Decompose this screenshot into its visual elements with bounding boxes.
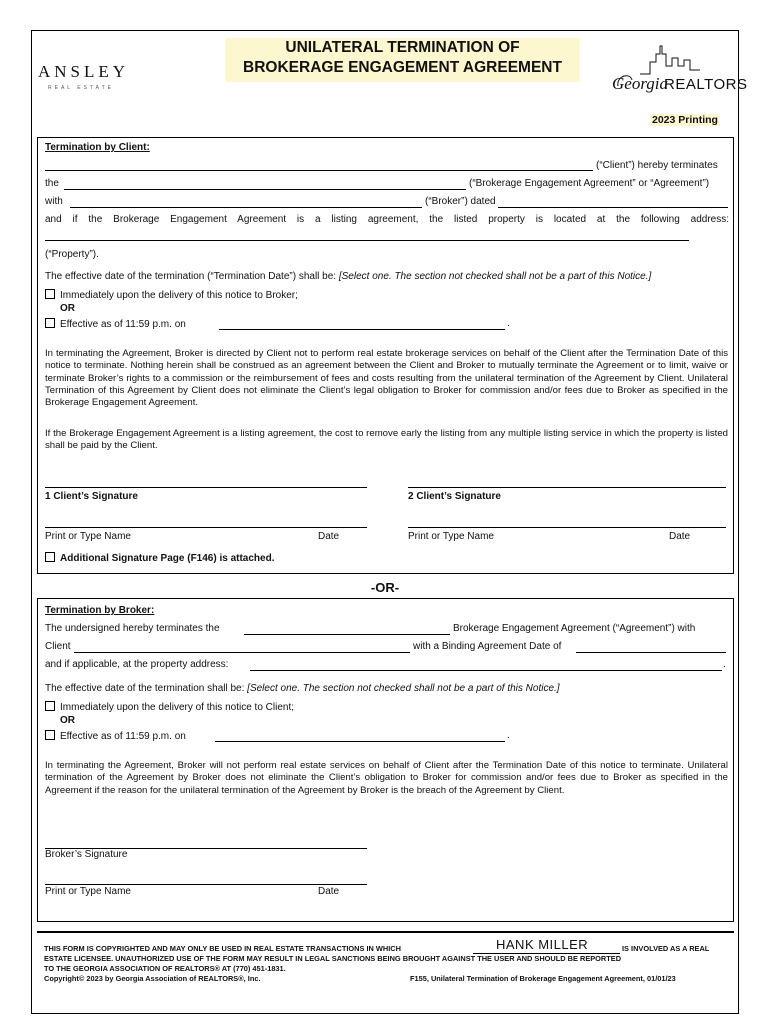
broker-date-label: Date [318, 886, 340, 897]
georgia-script: Georgia [612, 74, 669, 93]
client2-signature-field[interactable] [408, 487, 726, 488]
printing-year: 2023 Printing [652, 114, 718, 126]
footer-line2: ESTATE LICENSEE. UNAUTHORIZED USE OF THE FORM MAY RESULT IN LEGAL SANCTIONS BEING BROUGHT AGAINST THE USER AND SHOULD BE REPORTED [44, 954, 622, 963]
ansley-logo: ANSLEY [38, 62, 130, 81]
ansley-logo-sub: REAL ESTATE [48, 85, 114, 91]
client1-print-name-field[interactable] [45, 527, 367, 528]
client-terms-paragraph: In terminating the Agreement, Broker is directed by Client not to perform real estate brokerage services on behalf of the Client after the Termination Date of this notice to terminate. Nothing herein shall be construed as an agreement between the Client and Broker to mutually terminate the Agreement or to limit, waive or terminate Broker’s rights to a commission or the reimbursement of fees and costs resulting from the unilateral termination of the Agreement by Client. Unilateral Termination of this Agreement by Client does not eliminate the Client’s legal obligation to Broker for commission and/or fees due to Broker as specified in the Brokerage Engagement Agreement. [45, 348, 728, 409]
client-effective-intro: The effective date of the termination (“Termination Date”) shall be: [45, 271, 337, 282]
checkbox-icon[interactable] [45, 552, 55, 562]
client-opt1-label: Immediately upon the delivery of this notice to Broker; [60, 290, 298, 301]
broker-effective-note: [Select one. The section not checked shall not be a part of this Notice.] [247, 683, 560, 694]
broker-effective-date-field[interactable] [215, 741, 505, 742]
broker-option-immediate[interactable] [45, 701, 294, 713]
broker-line1-start: The undersigned hereby terminates the [45, 623, 220, 634]
checkbox-icon[interactable] [45, 318, 55, 328]
additional-signature-option[interactable] [45, 552, 275, 564]
broker-name-field[interactable] [70, 207, 422, 208]
client-line2-end: (“Brokerage Engagement Agreement” or “Agreement”) [469, 178, 710, 189]
client-line3-start: with [45, 196, 63, 207]
client2-signature-label: 2 Client’s Signature [408, 491, 501, 502]
footer-line1-end: IS INVOLVED AS A REAL [622, 944, 710, 953]
client2-print-name-label: Print or Type Name [408, 531, 494, 542]
title-line-1: UNILATERAL TERMINATION OF [285, 39, 520, 56]
checkbox-icon[interactable] [45, 730, 55, 740]
client2-date-label: Date [669, 531, 691, 542]
client-name-field[interactable] [45, 170, 593, 171]
client2-print-name-field[interactable] [408, 527, 726, 528]
client-or-label: OR [60, 303, 75, 314]
footer-line1-start: THIS FORM IS COPYRIGHTED AND MAY ONLY BE USED IN REAL ESTATE TRANSACTIONS IN WHICH [44, 944, 401, 953]
realtors-wordmark: REALTORS [664, 76, 748, 93]
broker-opt1-label: Immediately upon the delivery of this notice to Client; [60, 702, 295, 713]
broker-agreement-type-field[interactable] [244, 634, 450, 635]
agreement-date-field[interactable] [498, 207, 728, 208]
broker-print-name-field[interactable] [45, 884, 367, 885]
checkbox-icon[interactable] [45, 289, 55, 299]
broker-effective-line [45, 683, 560, 694]
client-line1-text: (“Client”) hereby terminates [596, 160, 718, 171]
broker-client-name-field[interactable] [74, 652, 410, 653]
broker-terms-paragraph: In terminating the Agreement, Broker will not perform real estate services on behalf of Client after the Termination Date of this notice to terminate. Unilateral termination of the Agreement by Broker does not eliminate the Client’s obligation to Broker for commission and/or fees due to Broker as specified in the Agreement if the reason for the unilateral termination of the Agreement by Broker is the breach of the Agreement by Client. [45, 760, 728, 796]
client1-signature-field[interactable] [45, 487, 367, 488]
broker-print-name-label: Print or Type Name [45, 886, 131, 897]
form-title [225, 38, 580, 78]
broker-line1-end: Brokerage Engagement Agreement (“Agreement”) with [453, 623, 696, 634]
broker-line3-start: and if applicable, at the property address: [45, 659, 229, 670]
client-section-heading: Termination by Client: [45, 142, 150, 153]
client-effective-line [45, 271, 651, 282]
broker-or-label: OR [60, 715, 75, 726]
client-termination-section: Termination by Client: (“Client”) hereby terminates the (“Brokerage Engagement Agreement” or “Agreement”) with (“Broker”) dated and if the Brokerage Engagement Agreement is a listing agreement, the listed property is located at the following address: (“Property”). The effective date of the termination (“Termination Date”) shall be: [Select one. The section not checked shall not be a part of this Notice.] Immediately upon the delivery of this notice to Broker; OR Effective as of 11:59 p.m. on . In terminating the Agreement, Broker is directed by Client not to perform real estate brokerage services on behalf of the Client after the Termination Date of this notice to terminate. Nothing herein shall be construed as an agreement between the Client and Broker to mutually terminate the Agreement or to limit, waive or terminate Broker’s rights to a commission or the reimbursement of fees and costs resulting from the unilateral termination of the Agreement by Client. Unilateral Termination of this Agreement by Client does not eliminate the Client’s legal obligation to Broker for commission and/or fees due to Broker as specified in the Brokerage Engagement Agreement. If the Brokerage Engagement Agreement is a listing agreement, the cost to remove early the listing from any multiple listing service in which the property is listed shall be paid by the Client. 1 Client’s Signature 2 Client’s Signature Print or Type Name Date Print or Type Name Date Additional Signature Page (F146) is attached. [37, 137, 734, 574]
binding-agreement-date-field[interactable] [576, 652, 726, 653]
client-effective-note: [Select one. The section not checked shall not be a part of this Notice.] [338, 271, 652, 282]
checkbox-icon[interactable] [45, 701, 55, 711]
broker-effective-intro: The effective date of the termination shall be: [45, 683, 245, 694]
client1-date-label: Date [318, 531, 340, 542]
client-effective-date-field[interactable] [219, 329, 505, 330]
broker-signature-label: Broker’s Signature [45, 849, 128, 860]
footer-copyright: Copyright© 2023 by Georgia Association of REALTORS®, Inc. [44, 974, 261, 983]
client-opt2-label: Effective as of 11:59 p.m. on [60, 319, 186, 330]
client1-print-name-label: Print or Type Name [45, 531, 131, 542]
property-address-field[interactable] [45, 240, 689, 241]
broker-termination-section: Termination by Broker: The undersigned hereby terminates the Brokerage Engagement Agreement (“Agreement”) with Client with a Binding Agreement Date of and if applicable, at the property address: . The effective date of the termination shall be: [Select one. The section not checked shall not be a part of this Notice.] Immediately upon the delivery of this notice to Client; OR Effective as of 11:59 p.m. on . In terminating the Agreement, Broker will not perform real estate services on behalf of Client after the Termination Date of this notice to terminate. Unilateral termination of the Agreement by Broker does not eliminate the Client’s obligation to Broker for commission and/or fees due to Broker as specified in the Agreement if the reason for the unilateral termination of the Agreement by Broker is the breach of the Agreement by Client. Broker’s Signature Print or Type Name Date [37, 598, 734, 922]
broker-section-heading: Termination by Broker: [45, 605, 155, 616]
footer-line3: TO THE GEORGIA ASSOCIATION OF REALTORS® AT (770) 451-1831. [44, 964, 286, 973]
broker-opt2-label: Effective as of 11:59 p.m. on [60, 731, 186, 742]
client-line3-end: (“Broker”) dated [425, 196, 496, 207]
broker-line2-start: Client [45, 641, 71, 652]
client-option-effective-date[interactable] [45, 318, 186, 330]
additional-signature-label: Additional Signature Page (F146) is attached. [60, 553, 275, 564]
client-option-immediate[interactable] [45, 289, 298, 301]
property-label: (“Property”). [45, 249, 99, 260]
broker-line2-mid: with a Binding Agreement Date of [413, 641, 562, 652]
client1-signature-label: 1 Client’s Signature [45, 491, 138, 502]
licensee-name: HANK MILLER [496, 937, 589, 952]
broker-option-effective-date[interactable] [45, 730, 186, 742]
listing-cost-paragraph: If the Brokerage Engagement Agreement is a listing agreement, the cost to remove early the listing from any multiple listing service in which the property is listed shall be paid by the Client. [45, 428, 728, 452]
broker-property-address-field[interactable] [250, 670, 722, 671]
title-line-2: BROKERAGE ENGAGEMENT AGREEMENT [243, 59, 562, 76]
footer-form-id: F155, Unilateral Termination of Brokerage Engagement Agreement, 01/01/23 [410, 974, 676, 983]
georgia-realtors-logo [610, 40, 748, 100]
client-line2-start: the [45, 178, 59, 189]
footer-divider [37, 931, 734, 933]
or-divider: -OR- [370, 580, 400, 595]
agreement-name-field[interactable] [64, 189, 466, 190]
property-address-text: and if the Brokerage Engagement Agreement is a listing agreement, the listed property is located at the following address: [45, 214, 729, 225]
